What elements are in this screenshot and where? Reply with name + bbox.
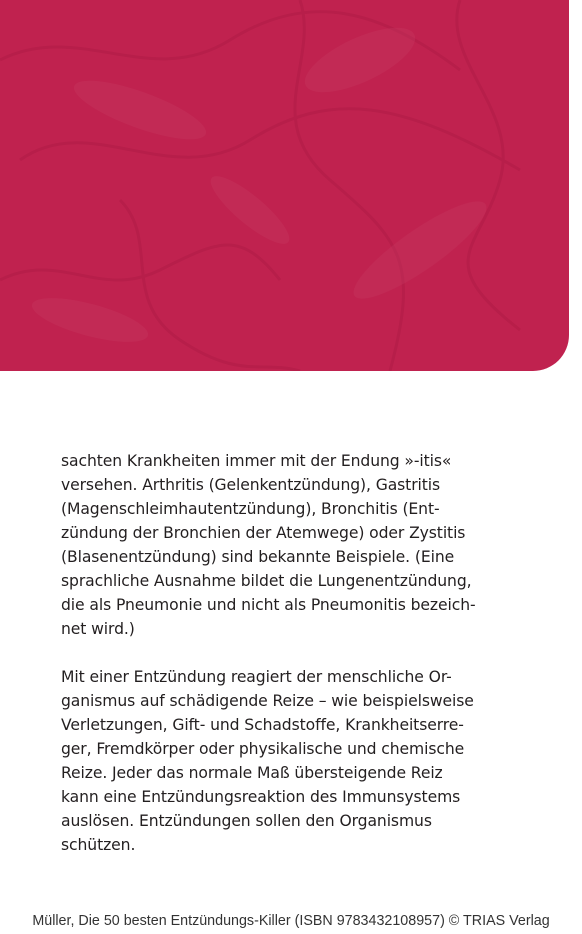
body-text xyxy=(61,449,521,881)
paragraph-1: sachten Krankheiten immer mit der Endung »-itis« versehen. Arthritis (Gelenkentzündung), Gastritis (Magenschleimhautentzündung), Bronchitis (Ent- zündung der Bronchien der Atemwege) oder Zystitis (Blasenentzündung) sind bekannte Beispiele. (Eine sprachliche Ausnahme bildet die Lungenentzündung, die als Pneumonie und nicht als Pneumonitis bezeich- net wird.) xyxy=(61,452,476,638)
ornament-pattern xyxy=(0,0,569,371)
footer-citation: Müller, Die 50 besten Entzündungs-Killer (ISBN 9783432108957) © TRIAS Verlag xyxy=(32,913,550,929)
header-banner xyxy=(0,0,569,371)
paragraph-2: Mit einer Entzündung reagiert der menschliche Or- ganismus auf schädigende Reize – wie beispielsweise Verletzungen, Gift- und Schadstoffe, Krankheitserre- ger, Fremdkörper oder physikalische und chemische Reize. Jeder das normale Maß übersteigende Reiz kann eine Entzündungsreaktion des Immunsystems auslösen. Entzündungen sollen den Organismus schützen. xyxy=(61,668,474,854)
